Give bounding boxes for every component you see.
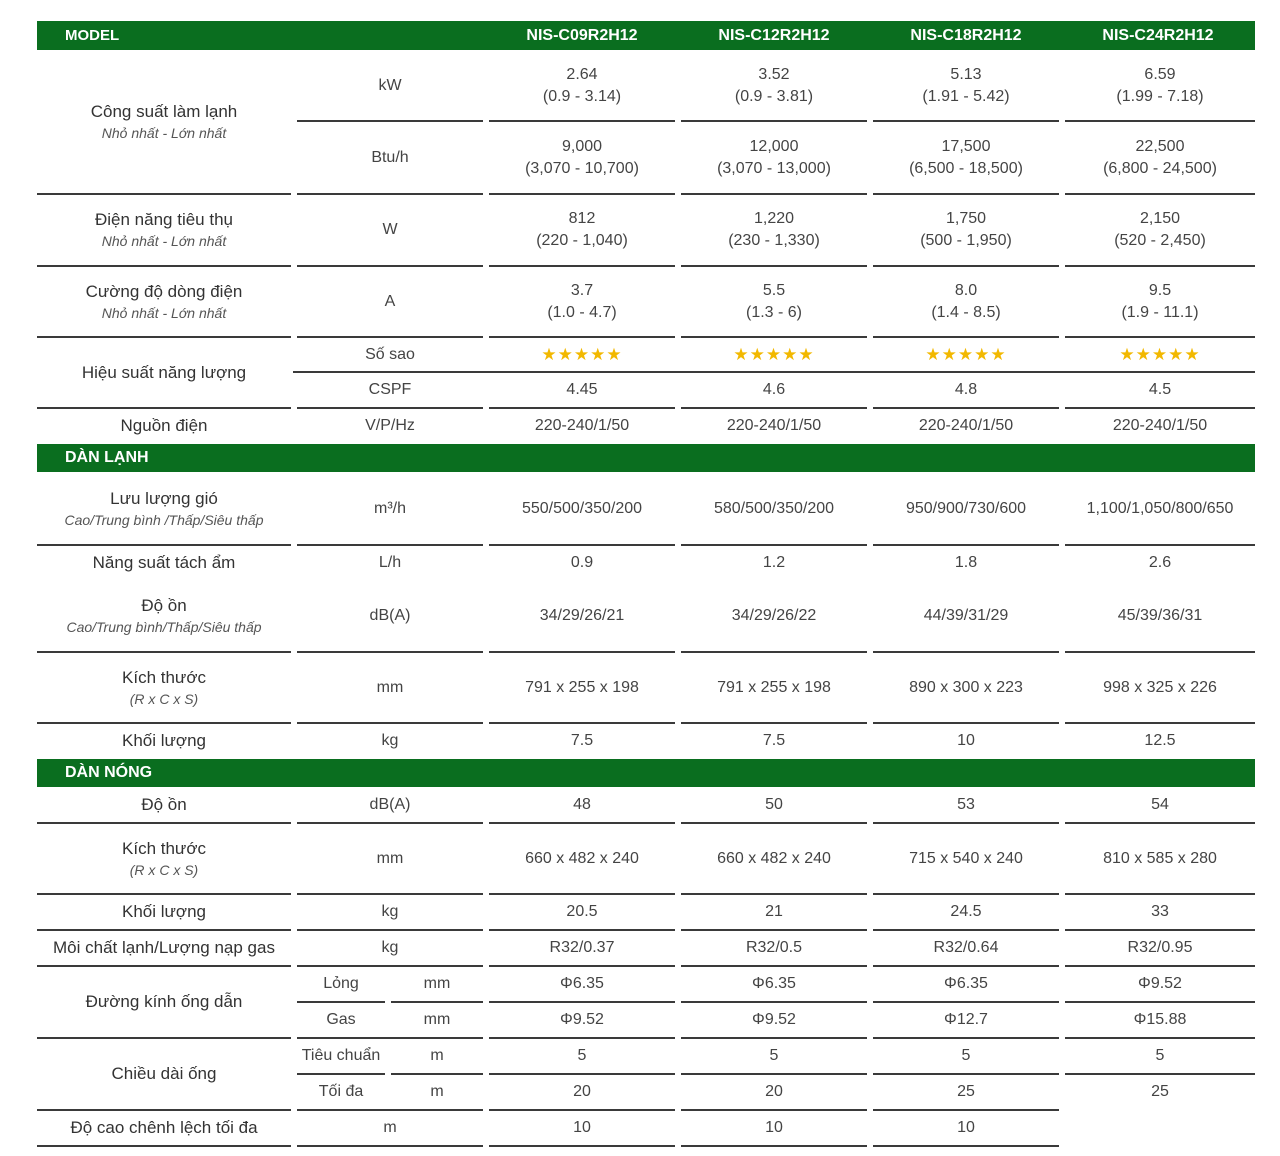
row-label: Đường kính ống dẫn — [85, 992, 243, 1011]
value-range: (1.0 - 4.7) — [547, 303, 617, 321]
row-indoor-noise — [37, 580, 291, 652]
value-cell — [1065, 194, 1255, 266]
value: 810 x 585 x 280 — [1103, 849, 1217, 867]
row-label: Độ cao chênh lệch tối đa — [70, 1118, 258, 1137]
unit-label: dB(A) — [369, 607, 411, 624]
value-cell — [873, 580, 1059, 652]
star-rating — [873, 337, 1059, 372]
value-cell — [681, 50, 867, 121]
pipe-std-name: Tiêu chuẩn — [301, 1047, 381, 1064]
value-cell — [681, 930, 867, 966]
value-cell — [489, 1038, 675, 1074]
model-name: NIS-C18R2H12 — [910, 27, 1022, 44]
value-cell — [489, 545, 675, 580]
star-rating — [681, 337, 867, 372]
value-cell — [1065, 930, 1255, 966]
value: 5 — [961, 1047, 971, 1064]
unit-cell — [297, 787, 483, 823]
section-title: DÀN NÓNG — [65, 764, 153, 781]
value-range: (220 - 1,040) — [536, 232, 628, 249]
row-divider — [873, 1145, 1059, 1147]
unit-label: kW — [378, 76, 402, 94]
value: 580/500/350/200 — [713, 499, 835, 517]
value-range: (500 - 1,950) — [920, 232, 1012, 249]
value-cell — [1065, 545, 1255, 580]
value: 4.8 — [954, 381, 978, 398]
value-cell — [489, 823, 675, 894]
value-cell — [681, 823, 867, 894]
value: 10 — [957, 732, 975, 749]
value-cell — [873, 472, 1059, 545]
value: Φ12.7 — [944, 1011, 988, 1028]
value: 24.5 — [950, 903, 982, 920]
unit-cell — [297, 472, 483, 545]
value: 2.6 — [1148, 553, 1172, 571]
unit-cell — [297, 894, 483, 930]
row-label: Kích thước — [122, 667, 206, 687]
unit-cell — [297, 823, 483, 894]
value: 34/29/26/22 — [731, 607, 817, 624]
value-cell — [1065, 472, 1255, 545]
value: Φ9.52 — [1138, 975, 1182, 992]
unit-label: Btu/h — [371, 148, 409, 166]
value-main: 22,500 — [1135, 137, 1185, 155]
value: Φ9.52 — [560, 1011, 604, 1028]
value-range: (230 - 1,330) — [728, 232, 820, 249]
value-cell — [1065, 372, 1255, 408]
unit-label: kg — [381, 903, 399, 920]
value-cell — [681, 121, 867, 194]
row-label: Hiệu suất năng lượng — [81, 362, 247, 382]
value: Φ9.52 — [752, 1011, 796, 1028]
row-outdoor-size — [37, 823, 291, 894]
value-range: (1.4 - 8.5) — [931, 303, 1001, 321]
unit-cell — [297, 545, 483, 580]
value-cell — [1065, 652, 1255, 723]
row-label: Điện năng tiêu thụ — [95, 210, 233, 229]
value-cell — [681, 266, 867, 337]
value-range: (6,800 - 24,500) — [1103, 159, 1217, 177]
pipe-gas-name-cell — [297, 1002, 385, 1038]
value-cell — [681, 1038, 867, 1074]
value: 220-240/1/50 — [1112, 417, 1208, 434]
value-main: 812 — [568, 210, 596, 227]
unit-label: mm — [376, 849, 404, 867]
value: 25 — [1151, 1083, 1169, 1100]
row-label: Lưu lượng gió — [110, 488, 218, 508]
row-divider — [681, 1145, 867, 1147]
unit-label: Số sao — [365, 345, 415, 363]
value-cell — [681, 408, 867, 444]
value-cell — [1065, 1002, 1255, 1038]
unit-cell — [297, 194, 483, 266]
section-header-indoor — [37, 444, 1255, 472]
value: 34/29/26/21 — [539, 607, 625, 624]
value: R32/0.95 — [1127, 939, 1193, 956]
value: 20.5 — [566, 903, 598, 920]
value-cell — [489, 580, 675, 652]
value: 54 — [1151, 796, 1169, 813]
value-cell — [489, 1110, 675, 1146]
row-indoor-weight — [37, 723, 291, 759]
value: Φ6.35 — [560, 975, 604, 992]
model-label: MODEL — [65, 27, 120, 44]
value-cell — [873, 121, 1059, 194]
value: 53 — [957, 796, 975, 813]
value: 50 — [765, 796, 783, 813]
value-cell — [1065, 580, 1255, 652]
value-main: 1,220 — [753, 210, 795, 227]
value: 550/500/350/200 — [521, 499, 643, 517]
value: 12.5 — [1144, 732, 1176, 749]
value: 791 x 255 x 198 — [717, 678, 831, 696]
row-label: Công suất làm lạnh — [90, 102, 238, 121]
pipe-gas-name: Gas — [326, 1011, 356, 1028]
value: 220-240/1/50 — [726, 417, 822, 434]
value-cell — [873, 1002, 1059, 1038]
value-cell — [873, 652, 1059, 723]
value-cell — [489, 894, 675, 930]
row-energy-efficiency — [37, 337, 291, 408]
row-dehumidification — [37, 545, 291, 580]
value-cell — [681, 372, 867, 408]
row-pipe-diameter — [37, 966, 291, 1038]
value-main: 6.59 — [1144, 65, 1176, 83]
row-label: Kích thước — [122, 838, 206, 858]
value-cell — [873, 50, 1059, 121]
value-cell — [681, 652, 867, 723]
value-main: 17,500 — [941, 137, 991, 155]
row-airflow — [37, 472, 291, 545]
unit-cell — [297, 50, 483, 121]
value: 10 — [957, 1119, 975, 1136]
row-label: Năng suất tách ẩm — [92, 552, 236, 572]
value: 5 — [577, 1047, 587, 1064]
value-main: 1,750 — [945, 210, 987, 227]
value: R32/0.37 — [549, 939, 615, 956]
value: 20 — [573, 1083, 591, 1100]
value-cell — [873, 930, 1059, 966]
value: 715 x 540 x 240 — [909, 849, 1023, 867]
row-refrigerant — [37, 930, 291, 966]
row-label: Độ ồn — [141, 596, 187, 615]
unit-label: dB(A) — [369, 796, 411, 813]
row-label: Môi chất lạnh/Lượng nạp gas — [53, 938, 275, 957]
value-cell — [873, 266, 1059, 337]
value: 4.5 — [1148, 381, 1172, 398]
unit-label: L/h — [378, 553, 402, 571]
value-range: (3,070 - 13,000) — [717, 159, 831, 177]
value-cell — [681, 1002, 867, 1038]
row-outdoor-weight — [37, 894, 291, 930]
row-pipe-length — [37, 1038, 291, 1110]
unit-cell-cspf — [297, 372, 483, 408]
value-cell — [489, 472, 675, 545]
value-main: 3.7 — [570, 281, 594, 299]
value-cell — [873, 1074, 1059, 1110]
pipe-max-name: Tối đa — [318, 1083, 364, 1100]
value-cell — [1065, 723, 1255, 759]
value-cell — [489, 408, 675, 444]
pipe-max-name-cell — [297, 1074, 385, 1110]
row-label: Khối lượng — [122, 902, 206, 921]
row-power-consumption — [37, 194, 291, 266]
value-cell — [681, 966, 867, 1002]
section-title: DÀN LẠNH — [65, 449, 149, 466]
value: 45/39/36/31 — [1117, 607, 1203, 624]
value-cell — [489, 1002, 675, 1038]
value-main: 8.0 — [954, 281, 978, 299]
value-cell — [1065, 823, 1255, 894]
unit-label: V/P/Hz — [365, 417, 415, 434]
value-cell — [489, 372, 675, 408]
value-cell — [1065, 1074, 1255, 1110]
value-cell — [873, 408, 1059, 444]
unit-cell — [297, 652, 483, 723]
value: 998 x 325 x 226 — [1103, 678, 1217, 696]
star-rating — [489, 337, 675, 372]
value: 7.5 — [762, 732, 786, 749]
value-range: (1.9 - 11.1) — [1121, 303, 1199, 321]
value: 950/900/730/600 — [905, 499, 1027, 517]
pipe-std-name-cell — [297, 1038, 385, 1074]
value: 1.2 — [762, 553, 786, 571]
value-range: (3,070 - 10,700) — [525, 159, 639, 177]
value-cell — [1065, 894, 1255, 930]
unit-label: kg — [381, 939, 399, 956]
value-cell — [873, 787, 1059, 823]
value-cell — [873, 372, 1059, 408]
star-rating-icons: ★★★★★ — [541, 344, 623, 364]
model-name: NIS-C24R2H12 — [1102, 27, 1214, 44]
value: 4.45 — [566, 381, 598, 398]
row-current — [37, 266, 291, 337]
unit-label: A — [384, 292, 396, 310]
unit-cell — [297, 121, 483, 194]
value-range: (6,500 - 18,500) — [909, 159, 1023, 177]
value: 4.6 — [762, 381, 786, 398]
value-cell — [489, 194, 675, 266]
unit-cell — [297, 580, 483, 652]
value-main: 5.5 — [762, 281, 786, 299]
row-sublabel: Cao/Trung bình /Thấp/Siêu thấp — [64, 511, 264, 528]
row-outdoor-noise — [37, 787, 291, 823]
value-range: (1.99 - 7.18) — [1116, 87, 1204, 105]
value-cell — [1065, 121, 1255, 194]
pipe-max-unit-cell — [391, 1074, 483, 1110]
value-range: (0.9 - 3.81) — [734, 87, 814, 105]
value-cell — [681, 894, 867, 930]
pipe-max-unit: m — [430, 1083, 444, 1100]
row-sublabel: Nhỏ nhất - Lớn nhất — [101, 125, 227, 141]
row-divider — [37, 1145, 291, 1147]
unit-cell — [297, 408, 483, 444]
row-sublabel: (R x C x S) — [129, 690, 199, 707]
star-rating-icons: ★★★★★ — [1119, 344, 1201, 364]
value: 1.8 — [954, 553, 978, 571]
value: 5 — [769, 1047, 779, 1064]
value-cell — [873, 1110, 1059, 1146]
value-cell — [681, 1110, 867, 1146]
unit-cell — [297, 1110, 483, 1146]
model-name: NIS-C09R2H12 — [526, 27, 638, 44]
value: 20 — [765, 1083, 783, 1100]
row-sublabel: Nhỏ nhất - Lớn nhất — [101, 233, 227, 249]
value-cell — [681, 194, 867, 266]
unit-label: mm — [376, 678, 404, 696]
value-main: 2.64 — [566, 65, 598, 83]
row-height-difference — [37, 1110, 291, 1146]
value: 220-240/1/50 — [534, 417, 630, 434]
pipe-liquid-name: Lỏng — [323, 975, 359, 992]
value-cell — [489, 930, 675, 966]
value: Φ15.88 — [1133, 1011, 1187, 1028]
row-label: Độ ồn — [141, 795, 187, 814]
value-range: (1.91 - 5.42) — [922, 87, 1010, 105]
unit-label: W — [382, 221, 398, 238]
value-cell — [873, 894, 1059, 930]
star-rating-icons: ★★★★★ — [925, 344, 1007, 364]
pipe-std-unit: m — [430, 1047, 444, 1064]
pipe-liquid-unit: mm — [423, 975, 451, 992]
value: Φ6.35 — [944, 975, 988, 992]
row-sublabel: Cao/Trung bình/Thấp/Siêu thấp — [66, 619, 262, 635]
value-main: 9,000 — [561, 137, 603, 155]
star-rating-icons: ★★★★★ — [733, 344, 815, 364]
value-cell — [1065, 966, 1255, 1002]
value-cell — [873, 1038, 1059, 1074]
row-sublabel: (R x C x S) — [129, 861, 199, 878]
value: 48 — [573, 796, 591, 813]
value-cell — [489, 652, 675, 723]
section-header-outdoor — [37, 759, 1255, 787]
value-cell — [489, 966, 675, 1002]
row-sublabel: Nhỏ nhất - Lớn nhất — [101, 304, 227, 321]
value-cell — [1065, 50, 1255, 121]
unit-label: kg — [381, 732, 399, 749]
value: 44/39/31/29 — [923, 607, 1009, 624]
value: 791 x 255 x 198 — [525, 678, 639, 696]
pipe-gas-unit-cell — [391, 1002, 483, 1038]
value: 0.9 — [570, 553, 594, 571]
value-cell — [489, 266, 675, 337]
value: R32/0.5 — [745, 939, 803, 956]
value: R32/0.64 — [933, 939, 999, 956]
unit-cell-stars — [297, 337, 483, 372]
unit-cell — [297, 930, 483, 966]
value: 220-240/1/50 — [918, 417, 1014, 434]
value: 7.5 — [570, 732, 594, 749]
value-range: (0.9 - 3.14) — [542, 87, 622, 105]
value-cell — [873, 823, 1059, 894]
value: 33 — [1151, 903, 1169, 920]
value: 5 — [1155, 1047, 1165, 1064]
value-cell — [681, 787, 867, 823]
pipe-std-unit-cell — [391, 1038, 483, 1074]
value-cell — [489, 50, 675, 121]
row-cooling-capacity — [37, 50, 291, 194]
value-cell — [681, 1074, 867, 1110]
row-label: Chiều dài ống — [111, 1064, 217, 1083]
model-name: NIS-C12R2H12 — [718, 27, 830, 44]
model-header-bar — [37, 21, 1255, 50]
value: 660 x 482 x 240 — [717, 849, 831, 867]
value: 21 — [765, 903, 783, 920]
value-range: (1.3 - 6) — [745, 303, 802, 321]
row-label: Nguồn điện — [120, 416, 208, 435]
row-power-supply — [37, 408, 291, 444]
pipe-liquid-unit-cell — [391, 966, 483, 1002]
value-cell — [681, 545, 867, 580]
value: 10 — [573, 1119, 591, 1136]
value: 10 — [765, 1119, 783, 1136]
value-cell — [873, 194, 1059, 266]
pipe-liquid-name-cell — [297, 966, 385, 1002]
value-cell — [489, 787, 675, 823]
value-cell — [873, 723, 1059, 759]
row-label: Cường độ dòng điện — [85, 281, 243, 301]
value-main: 5.13 — [950, 65, 982, 83]
value-cell — [489, 1074, 675, 1110]
value-main: 9.5 — [1148, 281, 1172, 299]
pipe-gas-unit: mm — [423, 1011, 451, 1028]
value: 1,100/1,050/800/650 — [1086, 499, 1234, 517]
value-cell — [873, 545, 1059, 580]
value-cell — [681, 472, 867, 545]
value-main: 12,000 — [749, 137, 799, 155]
unit-cell — [297, 723, 483, 759]
value-main: 2,150 — [1139, 210, 1181, 227]
value-cell — [489, 723, 675, 759]
value-cell — [681, 580, 867, 652]
row-divider — [297, 1145, 483, 1147]
row-divider — [489, 1145, 675, 1147]
value: 660 x 482 x 240 — [525, 849, 639, 867]
value: Φ6.35 — [752, 975, 796, 992]
value-range: (520 - 2,450) — [1114, 232, 1206, 249]
unit-cell — [297, 266, 483, 337]
value-cell — [1065, 266, 1255, 337]
row-indoor-size — [37, 652, 291, 723]
value-cell — [681, 723, 867, 759]
value-cell — [1065, 408, 1255, 444]
value: 25 — [957, 1083, 975, 1100]
unit-label: CSPF — [368, 381, 412, 398]
unit-label: m³/h — [374, 499, 406, 517]
value-cell — [1065, 1038, 1255, 1074]
value-cell — [1065, 787, 1255, 823]
value-cell — [489, 121, 675, 194]
value: 890 x 300 x 223 — [909, 678, 1023, 696]
value-cell — [873, 966, 1059, 1002]
row-label: Khối lượng — [122, 731, 206, 750]
star-rating — [1065, 337, 1255, 372]
unit-label: m — [383, 1119, 397, 1136]
value-main: 3.52 — [758, 65, 790, 83]
